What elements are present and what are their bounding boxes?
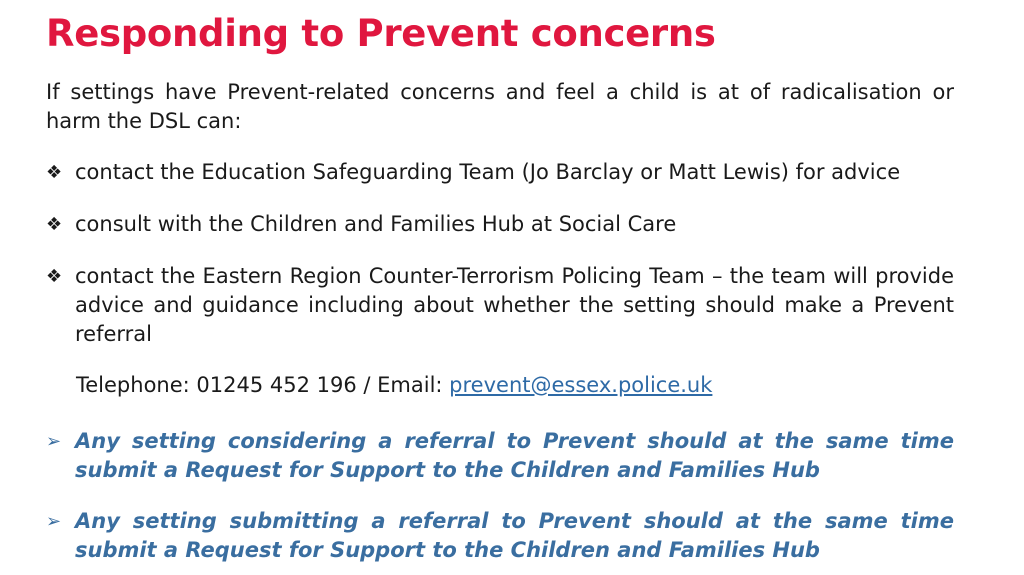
bullet-item [46,210,954,239]
bullet-text: contact the Education Safeguarding Team (Jo Barclay or Matt Lewis) for advice [75,160,901,184]
diamond-bullet-icon: ❖ [46,266,63,287]
intro-paragraph: If settings have Prevent-related concerns and feel a child is at of radicalisation or harm the DSL can: [46,80,954,133]
bullet-item [46,262,954,349]
arrow-bullet-icon: ➢ [46,511,62,532]
diamond-bullet-icon: ❖ [46,162,63,183]
contact-prefix: Telephone: 01245 452 196 / Email: [76,373,450,397]
bullet-text: consult with the Children and Families Hub at Social Care [75,212,677,236]
email-link[interactable]: prevent@essex.police.uk [449,373,713,397]
contact-line [76,371,712,400]
bullet-item [46,158,954,187]
note-item [46,427,954,485]
note-item [46,507,954,565]
note-text: Any setting considering a referral to Prevent should at the same time submit a Request for Support to the Children and Families Hub [75,429,954,482]
bullet-text: contact the Eastern Region Counter-Terrorism Policing Team – the team will provide advice and guidance including about whether the setting should make a Prevent referral [75,264,954,346]
page-title: Responding to Prevent concerns [46,12,716,55]
diamond-bullet-icon: ❖ [46,214,63,235]
note-text: Any setting submitting a referral to Prevent should at the same time submit a Request for Support to the Children and Families Hub [75,509,954,562]
arrow-bullet-icon: ➢ [46,431,62,452]
